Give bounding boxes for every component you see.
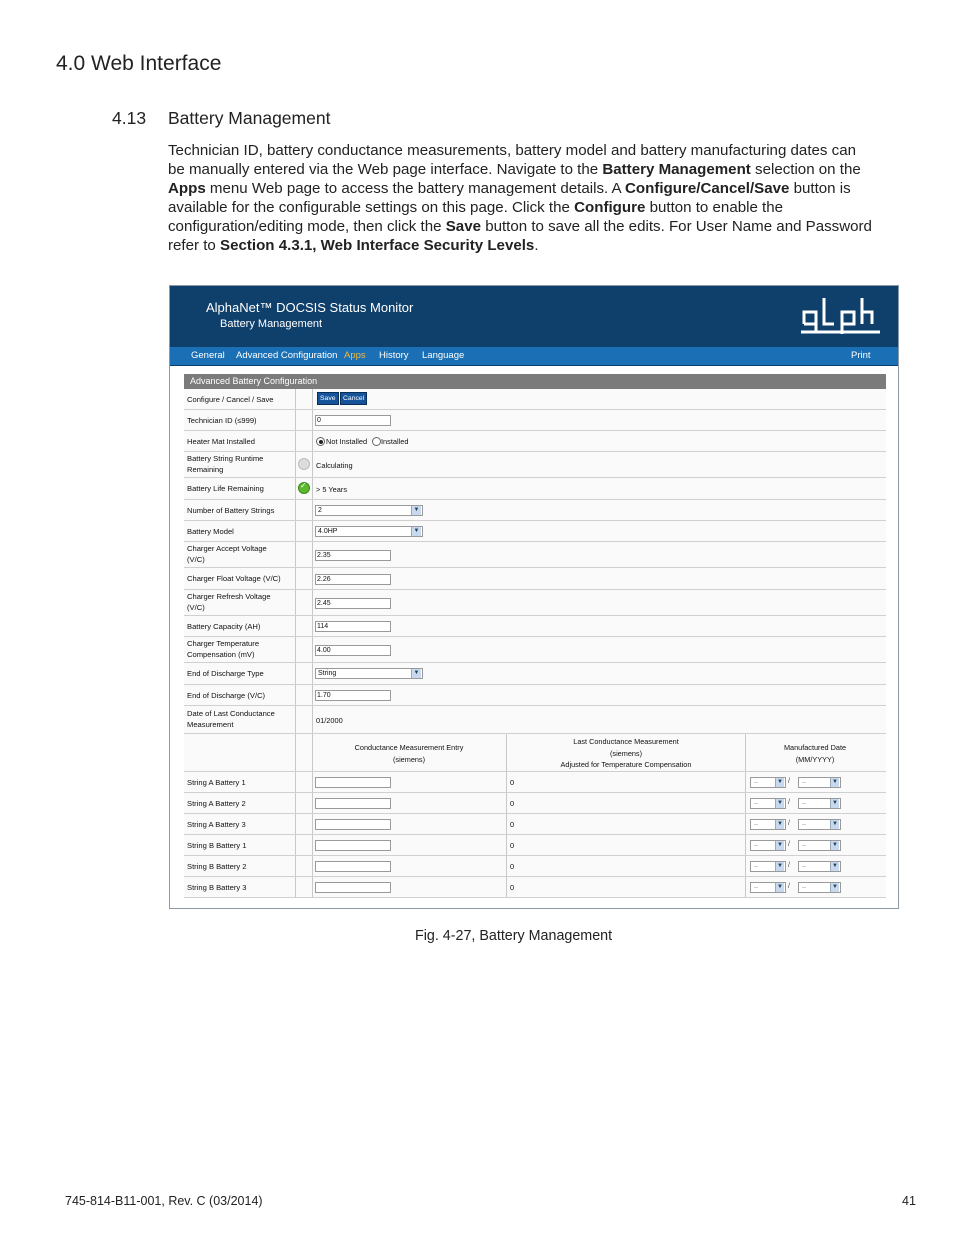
chevron-down-icon: ▼: [775, 883, 784, 892]
month-select[interactable]: -- ▼: [750, 819, 786, 830]
strings-select[interactable]: 2 ▼: [315, 505, 423, 516]
config-row-capacity: [184, 616, 886, 637]
config-row-float: [184, 568, 886, 590]
refresh-input[interactable]: 2.45: [315, 598, 391, 609]
app-subtitle: Battery Management: [220, 318, 323, 330]
accept-label: Charger Accept Voltage (V/C): [187, 544, 267, 564]
nav-apps[interactable]: Apps: [344, 350, 366, 361]
conductance-input[interactable]: [315, 861, 391, 872]
heater-not-installed-radio[interactable]: [316, 437, 325, 446]
conductance-input[interactable]: [315, 798, 391, 809]
app-banner: [170, 286, 898, 347]
chevron-down-icon: ▼: [775, 778, 784, 787]
col-last-header: Last Conductance Measurement (siemens) Adjusted for Temperature Compensation: [560, 737, 692, 769]
capacity-label: Battery Capacity (AH): [187, 622, 261, 631]
section-title: 4.0 Web Interface: [56, 52, 222, 75]
date-separator: /: [788, 883, 790, 890]
config-row-accept: [184, 542, 886, 568]
eod-input[interactable]: 1.70: [315, 690, 391, 701]
chevron-down-icon: ▼: [775, 862, 784, 871]
config-row-eod-type: [184, 663, 886, 685]
subsection-title: [112, 108, 330, 129]
battery-name: String A Battery 2: [187, 799, 246, 808]
alpha-logo-icon: [800, 294, 884, 338]
chevron-down-icon: ▼: [411, 527, 421, 536]
battery-name: String B Battery 1: [187, 841, 247, 850]
table-row: [184, 772, 886, 793]
date-separator: /: [788, 799, 790, 806]
config-row-technician: [184, 410, 886, 431]
config-row-tempcomp: [184, 637, 886, 663]
table-row: [184, 835, 886, 856]
config-row-life: [184, 478, 886, 500]
accept-input[interactable]: 2.35: [315, 550, 391, 561]
nav-language[interactable]: Language: [422, 350, 465, 361]
technician-input[interactable]: 0: [315, 415, 391, 426]
year-select[interactable]: -- ▼: [798, 861, 841, 872]
last-conductance-value: 0: [510, 883, 515, 892]
refresh-label: Charger Refresh Voltage (V/C): [187, 592, 271, 612]
table-row: [184, 814, 886, 835]
config-row-runtime: [184, 452, 886, 478]
heater-installed-label: Installed: [381, 437, 409, 446]
chevron-down-icon: ▼: [830, 778, 839, 787]
battery-table-header: [184, 734, 886, 772]
heater-not-installed-label: Not Installed: [326, 437, 368, 446]
year-select[interactable]: -- ▼: [798, 840, 841, 851]
config-row-eod: [184, 685, 886, 706]
chevron-down-icon: ▼: [830, 799, 839, 808]
runtime-value: Calculating: [316, 461, 353, 470]
subsection-number: 4.13: [112, 108, 147, 128]
battery-name: String B Battery 3: [187, 883, 247, 892]
date-separator: /: [788, 841, 790, 848]
chevron-down-icon: ▼: [775, 841, 784, 850]
last-conductance-value: 0: [510, 862, 515, 871]
capacity-input[interactable]: 114: [315, 621, 391, 632]
figure-caption: Fig. 4-27, Battery Management: [415, 928, 613, 944]
float-label: Charger Float Voltage (V/C): [187, 574, 281, 583]
strings-label: Number of Battery Strings: [187, 506, 275, 515]
chevron-down-icon: ▼: [775, 799, 784, 808]
chevron-down-icon: ▼: [830, 883, 839, 892]
year-select[interactable]: -- ▼: [798, 777, 841, 788]
green-check-icon: [298, 482, 310, 494]
eod-type-select[interactable]: String ▼: [315, 668, 423, 679]
conductance-input[interactable]: [315, 840, 391, 851]
config-header: Advanced Battery Configuration: [184, 374, 886, 389]
runtime-label: Battery String Runtime Remaining: [187, 454, 264, 474]
float-input[interactable]: 2.26: [315, 574, 391, 585]
configure-label: Configure / Cancel / Save: [187, 395, 274, 404]
month-select[interactable]: -- ▼: [750, 840, 786, 851]
date-separator: /: [788, 820, 790, 827]
battery-name: String A Battery 3: [187, 820, 246, 829]
life-label: Battery Life Remaining: [187, 484, 264, 493]
conductance-input[interactable]: [315, 882, 391, 893]
intro-paragraph: Technician ID, battery conductance measurements, battery model and battery manufacturing dates can be manually entered via the Web page interface. Navigate to the Battery Management selection on the Apps menu Web page to access the battery management details. A Configure/Cancel/Save button is available for the configurable settings on this page. Click the Configure button to enable the configuration/editing mode, then click the Save button to save all the edits. For User Name and Password refer to Section 4.3.1, Web Interface Security Levels.: [168, 142, 872, 254]
chevron-down-icon: ▼: [411, 506, 421, 515]
nav-history[interactable]: History: [379, 350, 409, 361]
nav-print[interactable]: Print: [851, 350, 871, 361]
config-row-strings: [184, 500, 886, 521]
technician-label: Technician ID (≤999): [187, 416, 257, 425]
model-label: Battery Model: [187, 527, 234, 536]
gray-status-icon: [298, 458, 310, 470]
nav-general[interactable]: General: [191, 350, 225, 361]
conductance-input[interactable]: [315, 819, 391, 830]
life-value: > 5 Years: [316, 485, 348, 494]
battery-name: String B Battery 2: [187, 862, 247, 871]
config-row-configure: [184, 389, 886, 410]
lastcond-value: 01/2000: [316, 716, 343, 725]
last-conductance-value: 0: [510, 799, 515, 808]
date-separator: /: [788, 778, 790, 785]
subsection-name: Battery Management: [168, 108, 331, 128]
col-entry-header: Conductance Measurement Entry (siemens): [354, 743, 464, 764]
config-panel: [184, 374, 886, 898]
eod-type-label: End of Discharge Type: [187, 669, 264, 678]
chevron-down-icon: ▼: [775, 820, 784, 829]
tempcomp-label: Charger Temperature Compensation (mV): [187, 639, 260, 659]
table-row: [184, 856, 886, 877]
config-row-lastcond: [184, 706, 886, 734]
heater-installed-radio[interactable]: [372, 437, 381, 446]
year-select[interactable]: -- ▼: [798, 798, 841, 809]
month-select[interactable]: -- ▼: [750, 777, 786, 788]
model-select[interactable]: 4.0HP ▼: [315, 526, 423, 537]
chevron-down-icon: ▼: [830, 841, 839, 850]
save-button[interactable]: Save: [317, 392, 339, 405]
battery-management-screenshot: [169, 285, 899, 909]
chevron-down-icon: ▼: [830, 820, 839, 829]
page-number: 41: [902, 1194, 916, 1208]
nav-advanced-configuration[interactable]: Advanced Configuration: [236, 350, 338, 361]
month-select[interactable]: -- ▼: [750, 861, 786, 872]
config-row-heater: [184, 431, 886, 452]
battery-rows: [184, 772, 886, 898]
last-conductance-value: 0: [510, 778, 515, 787]
nav-bar: [170, 347, 898, 366]
chevron-down-icon: ▼: [411, 669, 421, 678]
battery-name: String A Battery 1: [187, 778, 246, 787]
month-select[interactable]: -- ▼: [750, 882, 786, 893]
lastcond-label: Date of Last Conductance Measurement: [187, 709, 275, 729]
chevron-down-icon: ▼: [830, 862, 839, 871]
month-select[interactable]: -- ▼: [750, 798, 786, 809]
config-row-refresh: [184, 590, 886, 616]
last-conductance-value: 0: [510, 820, 515, 829]
cancel-button[interactable]: Cancel: [340, 392, 367, 405]
app-title: AlphaNet™ DOCSIS Status Monitor: [206, 300, 414, 315]
table-row: [184, 877, 886, 898]
heater-label: Heater Mat Installed: [187, 437, 255, 446]
document-id: 745-814-B11-001, Rev. C (03/2014): [65, 1194, 263, 1208]
year-select[interactable]: -- ▼: [798, 882, 841, 893]
tempcomp-input[interactable]: 4.00: [315, 645, 391, 656]
table-row: [184, 793, 886, 814]
eod-label: End of Discharge (V/C): [187, 691, 266, 700]
config-row-model: [184, 521, 886, 542]
conductance-input[interactable]: [315, 777, 391, 788]
year-select[interactable]: -- ▼: [798, 819, 841, 830]
date-separator: /: [788, 862, 790, 869]
col-mfg-header: Manufactured Date (MM/YYYY): [783, 743, 847, 764]
last-conductance-value: 0: [510, 841, 515, 850]
